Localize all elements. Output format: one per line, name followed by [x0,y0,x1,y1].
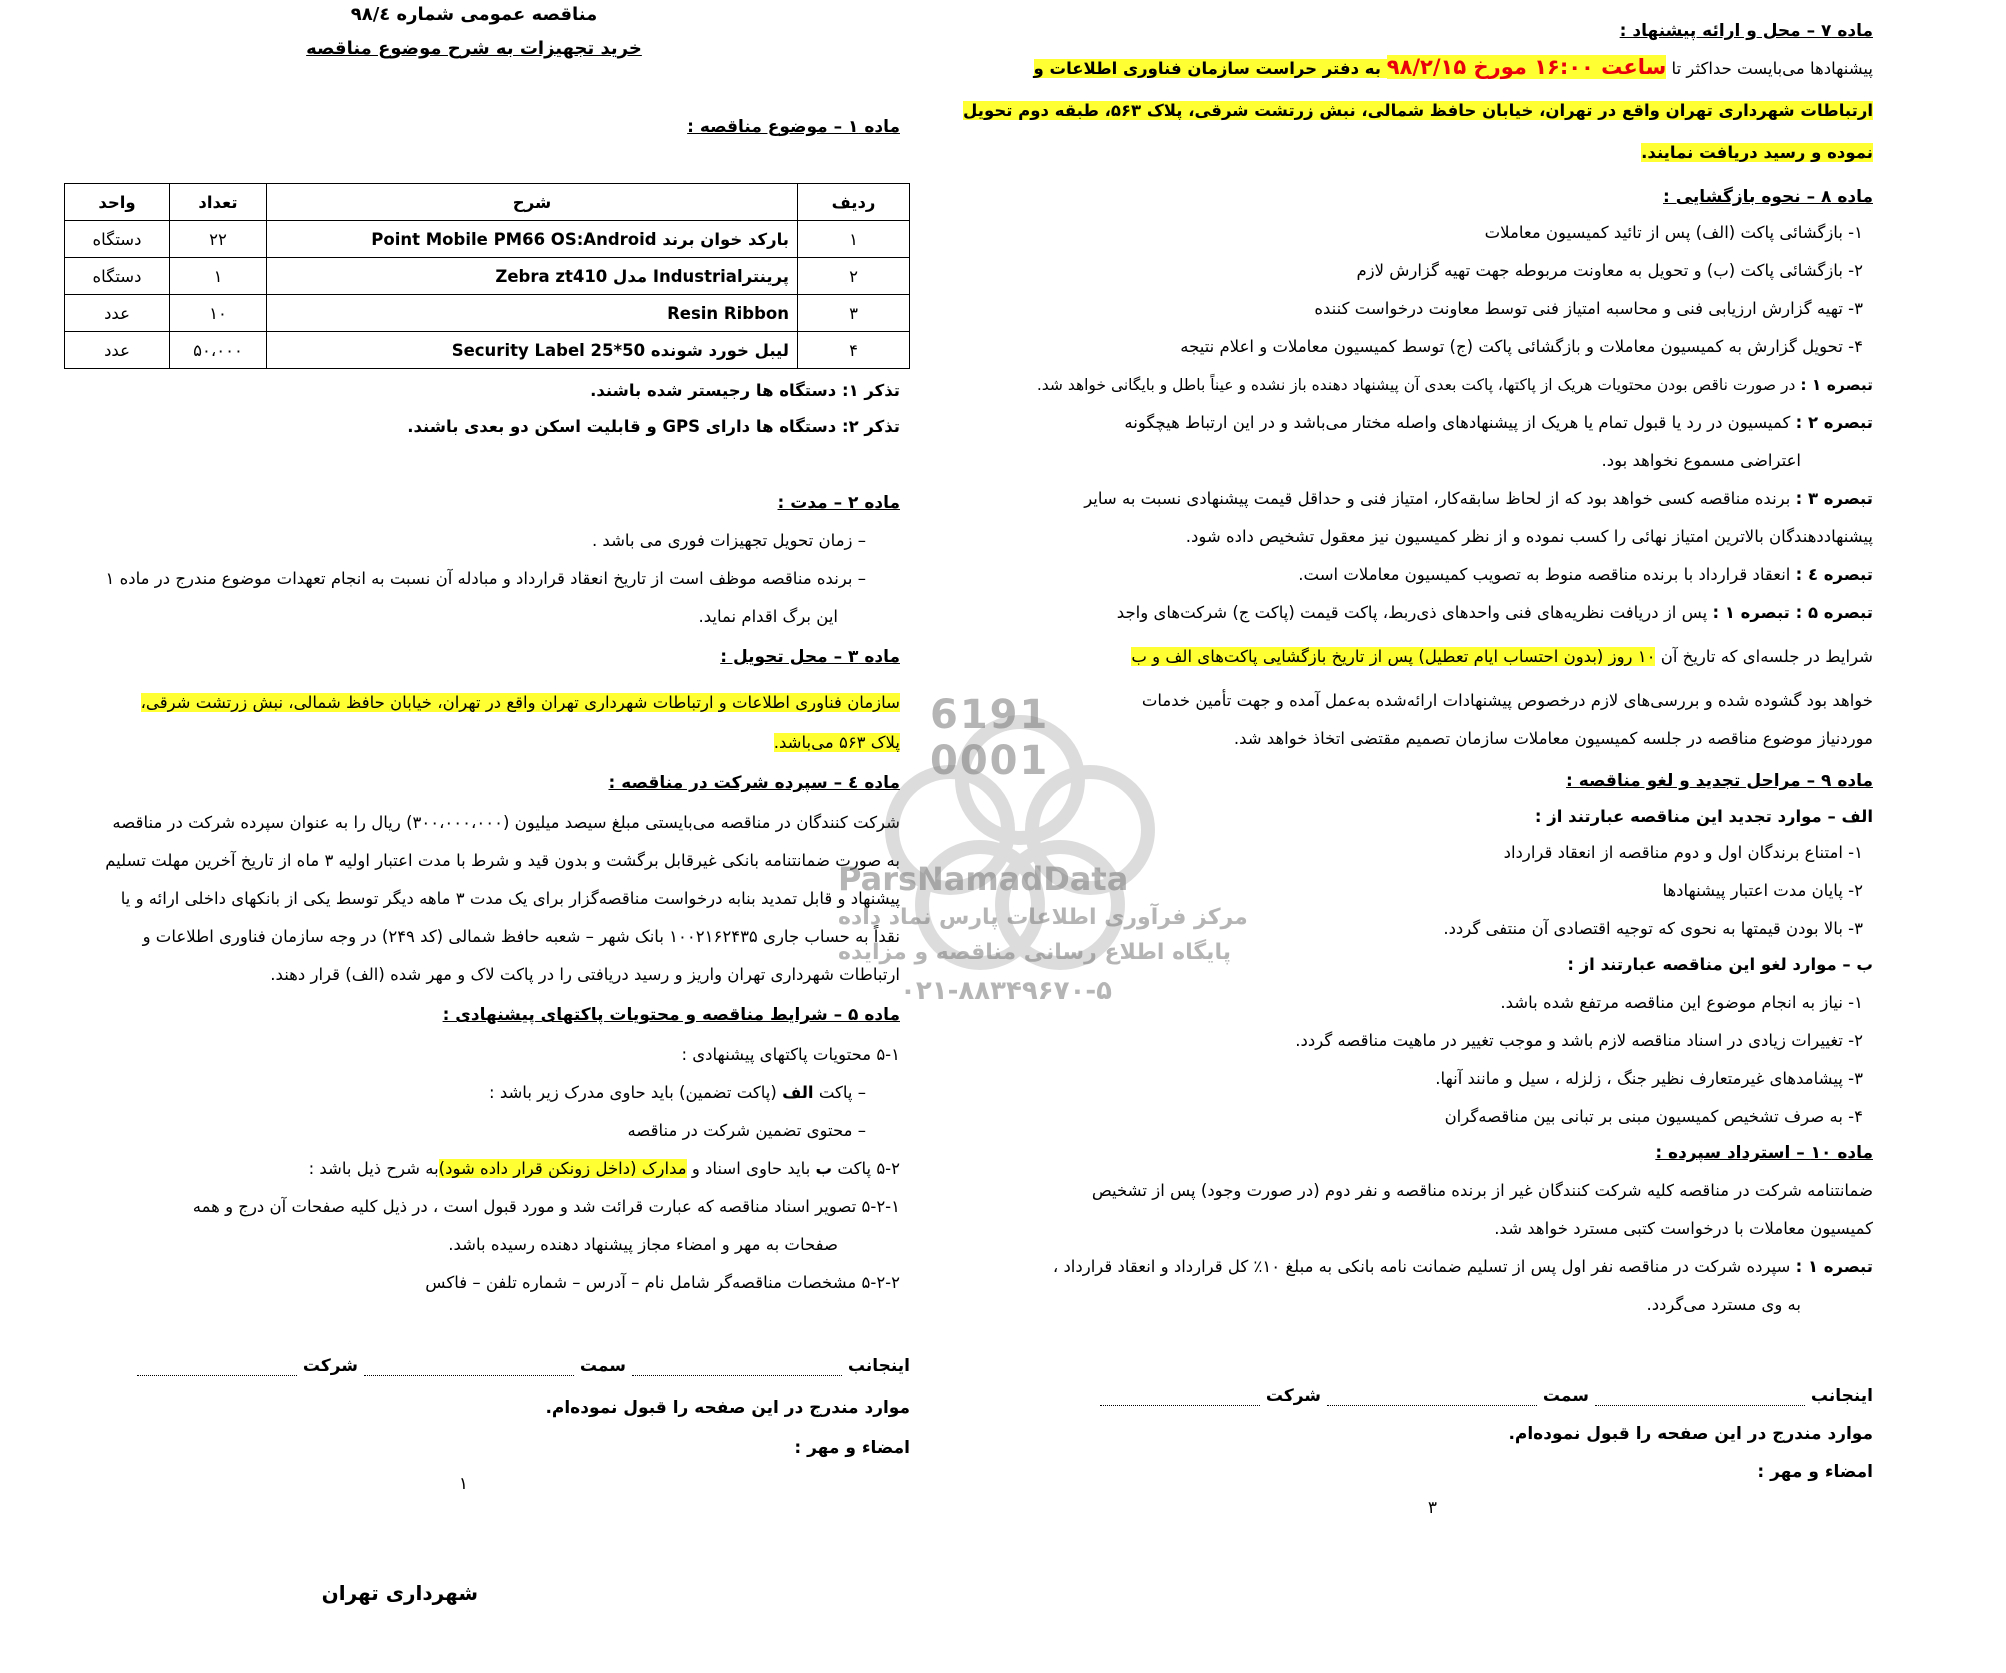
watermark-brand: ParsNamadData [838,860,1129,898]
row-number: ۲ [798,258,910,295]
article-10-line-1: ضمانتنامه شرکت در مناقصه کلیه شرکت کنندگان غیر از برنده مناقصه و نفر دوم (در صورت وجود) پس از تشخیص [1091,1181,1873,1200]
article-5-line-3: – محتوی تضمین شرکت در مناقصه [627,1121,866,1140]
row-unit: دستگاه [65,221,170,258]
article-9-a-heading: الف – موارد تجدید این مناقصه عبارتند از : [1534,807,1873,826]
signature-company-label: شرکت [302,1356,359,1376]
signature-role-label: سمت [579,1356,626,1376]
row-unit: عدد [65,332,170,369]
signature-accept-text: موارد مندرج در این صفحه را قبول نموده‌ام. [545,1398,910,1418]
signature-name-blank [1595,1391,1805,1406]
table-row [65,258,910,295]
article-5-line-7: ۵-۲-۲ مشخصات مناقصه‌گر شامل نام – آدرس – شماره تلفن – فاکس [425,1273,900,1292]
note-t3-line-2: پیشنهاددهندگان بالاترین امتیاز نهائی را کسب نموده و از نظر کمیسیون نیز معقول تشخیص داده شود. [1185,527,1873,546]
article-3-heading: ماده ۳ – محل تحویل : [720,647,900,667]
article-9-a-2: ۲- پایان مدت اعتبار پیشنهادها [1662,881,1863,900]
article-8-line-2: ۲- بازگشائی پاکت (ب) و تحویل به معاونت مربوطه جهت تهیه گزارش لازم [1356,261,1863,280]
article-9-b-2: ۲- تغییرات زیادی در اسناد مناقصه لازم باشد و موجب تغییر در ماهیت مناقصه گردد. [1295,1031,1863,1050]
article-10-heading: ماده ۱۰ – استرداد سپرده : [1655,1143,1873,1163]
article-8-line-4: ۴- تحویل گزارش به کمیسیون معاملات و بازگشائی پاکت (ج) توسط کمیسیون معاملات و اعلام نتیجه [1180,337,1863,356]
article-5-line-5: ۵-۲-۱ تصویر اسناد مناقصه که عبارت قرائت شد و مورد قبول است ، در ذیل کلیه صفحات آن درج و همه [192,1197,900,1216]
note-t10: تبصره ۱ : سپرده شرکت در مناقصه نفر اول پس از تسلیم ضمانت نامه بانکی به مبلغ ۱۰٪ کل قرارداد و انعقاد قرارداد ، [1052,1257,1873,1276]
row-quantity: ۵۰،۰۰۰ [170,332,267,369]
article-4-line-5: ارتباطات شهرداری تهران واریز و رسید دریافتی را در پاکت لاک و مهر شده (الف) قرار دهند. [270,965,900,984]
article-10-line-2: کمیسیون معاملات با درخواست کتبی مسترد خواهد شد. [1494,1219,1873,1238]
article-9-heading: ماده ۹ – مراحل تجدید و لغو مناقصه : [1566,771,1873,791]
watermark-line-2: پایگاه اطلاع رسانی مناقصه و مزایده [838,940,1231,965]
row-description: پرینترIndustrial مدل Zebra zt410 [267,258,798,295]
article-7-line-3: نموده و رسید دریافت نمایند. [1641,143,1873,162]
table-row [65,332,910,369]
note-t5-line-3: خواهد بود گشوده شده و بررسی‌های لازم درخصوص پیشنهادات ارائه‌شده به‌عمل آمده و جهت تأمین خدمات [1141,691,1873,710]
row-description: بارکد خوان برند Point Mobile PM66 OS:Android [267,221,798,258]
watermark-digits-2: 0001 [930,738,1050,784]
note-t5: تبصره ۵ : تبصره ۱ : پس از دریافت نظریه‌های فنی واحدهای ذی‌ربط، پاکت قیمت (پاکت ج) شرکت‌های واجد [1116,603,1873,622]
table-row [65,295,910,332]
signature-company-label: شرکت [1265,1386,1322,1406]
row-description: لیبل خورد شونده 50*25 Security Label [267,332,798,369]
items-table [64,183,910,369]
signature-role-label: سمت [1542,1386,1589,1406]
signature-name-blank [632,1361,842,1376]
signature-company-blank [1100,1391,1260,1406]
row-number: ۴ [798,332,910,369]
note-1: تذکر ۱: دستگاه ها رجیستر شده باشند. [590,381,900,400]
article-9-a-3: ۳- بالا بودن قیمتها به نحوی که توجیه اقتصادی آن منتفی گردد. [1443,919,1863,938]
signature-name-label: اینجانب [1810,1386,1873,1406]
article-9-b-heading: ب – موارد لغو این مناقصه عبارتند از : [1567,955,1873,974]
article-7-line-1: پیشنهادها می‌بایست حداکثر تا ساعت ۱۶:۰۰ مورخ ۹۸/۲/۱۵ به دفتر حراست سازمان فناوری اطلاعات و [1033,55,1873,79]
watermark-phone: ۰۲۱-۸۸۳۴۹۶۷۰-۵ [900,976,1113,1006]
article-4-line-1: شرکت کنندگان در مناقصه می‌بایستی مبلغ سیصد میلیون (۳۰۰،۰۰۰،۰۰۰) ریال را به عنوان سپرده شرکت در مناقصه [112,813,900,832]
row-quantity: ۱۰ [170,295,267,332]
article-9-b-3: ۳- پیشامدهای غیرمتعارف نظیر جنگ ، زلزله ، سیل و مانند آنها. [1435,1069,1863,1088]
article-3-line-2: پلاک ۵۶۳ می‌باشد. [773,733,900,752]
table-header-row [65,184,910,221]
signature-company-blank [137,1361,297,1376]
signature-accept-text-page-3: موارد مندرج در این صفحه را قبول نموده‌ام. [1508,1424,1873,1444]
signature-role-blank [1327,1391,1537,1406]
signature-name-label: اینجانب [847,1356,910,1376]
article-9-b-1: ۱- نیاز به انجام موضوع این مناقصه مرتفع شده باشد. [1500,993,1863,1012]
article-2-line-2: – برنده مناقصه موظف است از تاریخ انعقاد قرارداد و مبادله آن نسبت به انجام تعهدات موضوع مندرج در ماده ۱ [105,569,866,588]
article-3-line-1: سازمان فناوری اطلاعات و ارتباطات شهرداری تهران واقع در تهران، خیابان حافظ شمالی، نبش زرتشت شرقی، [140,693,900,712]
watermark-digits-1: 6191 [930,692,1050,738]
signature-stamp-label-page-3: امضاء و مهر : [1757,1462,1873,1482]
article-9-a-1: ۱- امتناع برندگان اول و دوم مناقصه از انعقاد قرارداد [1503,843,1863,862]
article-2-heading: ماده ۲ – مدت : [777,493,900,513]
article-8-line-1: ۱- بازگشائی پاکت (الف) پس از تائید کمیسیون معاملات [1484,223,1863,242]
signature-fields [137,1356,910,1376]
page-number-3: ۳ [1427,1498,1437,1518]
note-t5-line-2: شرایط در جلسه‌ای که تاریخ آن ۱۰ روز (بدون احتساب ایام تعطیل) پس از تاریخ بازگشایی پاکت‌های الف و ب [1131,647,1873,666]
row-number: ۳ [798,295,910,332]
article-2-line-1: – زمان تحویل تجهیزات فوری می باشد . [591,531,866,550]
note-t4: تبصره ٤ : انعقاد قرارداد با برنده مناقصه منوط به تصویب کمیسیون معاملات است. [1298,565,1873,584]
article-4-line-3: پیشنهاد و قابل تمدید بنابه درخواست مناقصه‌گزار برای یک مدت ۳ ماهه دیگر توسط یکی از بانکهای داخلی ارائه و یا [120,889,900,908]
col-header-row-number: ردیف [798,184,910,221]
article-8-line-3: ۳- تهیه گزارش ارزیابی فنی و محاسبه امتیاز فنی توسط معاونت درخواست کننده [1314,299,1863,318]
signature-stamp-label: امضاء و مهر : [794,1438,910,1458]
article-2-line-3: این برگ اقدام نماید. [698,607,838,626]
note-t10-line-2: به وی مسترد می‌گردد. [1646,1295,1801,1314]
watermark-line-1: مرکز فرآوری اطلاعات پارس نماد داده [838,905,1248,930]
article-5-line-2: – پاکت الف (پاکت تضمین) باید حاوی مدرک زیر باشد : [489,1083,866,1102]
note-t1: تبصره ۱ : در صورت ناقص بودن محتویات هریک از پاکتها، پاکت بعدی آن پیشنهاد دهنده باز نشده و عیناً باطل و بایگانی خواهد شد. [1036,376,1873,394]
col-header-description: شرح [267,184,798,221]
row-unit: عدد [65,295,170,332]
tender-title: مناقصه عمومی شماره ۹۸/٤ [350,4,598,25]
article-4-line-2: به صورت ضمانتنامه بانکی غیرقابل برگشت و بدون قید و شرط با مدت اعتبار اولیه ۳ ماه از تاریخ آخرین مهلت تسلیم [105,851,900,870]
row-unit: دستگاه [65,258,170,295]
row-quantity: ۲۲ [170,221,267,258]
row-description: Resin Ribbon [267,295,798,332]
col-header-unit: واحد [65,184,170,221]
article-5-line-1: ۵-۱ محتویات پاکتهای پیشنهادی : [681,1045,900,1064]
tender-subtitle: خرید تجهیزات به شرح موضوع مناقصه [306,38,642,59]
note-t3: تبصره ۳ : برنده مناقصه کسی خواهد بود که از لحاظ سابقه‌کار، امتیاز فنی و حداقل قیمت پیشنهادی نسبت به سایر [1084,489,1873,508]
col-header-quantity: تعداد [170,184,267,221]
note-t2-line-2: اعتراضی مسموع نخواهد بود. [1601,451,1801,470]
note-2: تذکر ۲: دستگاه ها دارای GPS و قابلیت اسکن دو بعدی باشند. [407,417,900,436]
signature-role-blank [364,1361,574,1376]
article-9-b-4: ۴- به صرف تشخیص کمیسیون مبنی بر تبانی بین مناقصه‌گران [1444,1107,1863,1126]
article-5-line-4: ۵-۲ پاکت ب باید حاوی اسناد و مدارک (داخل زونکن قرار داده شود)به شرح ذیل باشد : [308,1159,900,1178]
page-number-1: ۱ [458,1474,468,1494]
note-t5-line-4: موردنیاز موضوع مناقصه در جلسه کمیسیون معاملات سازمان تصمیم مقتضی اتخاذ خواهد شد. [1233,729,1873,748]
article-7-line-2: ارتباطات شهرداری تهران واقع در تهران، خیابان حافظ شمالی، نبش زرتشت شرقی، پلاک ۵۶۳، طبقه دوم تحویل [963,101,1873,120]
article-4-heading: ماده ٤ – سپرده شرکت در مناقصه : [608,773,900,793]
footer-municipality: شهرداری تهران [321,1581,478,1605]
article-5-heading: ماده ۵ – شرایط مناقصه و محتویات پاکتهای پیشنهادی : [442,1005,900,1025]
note-t2: تبصره ۲ : کمیسیون در رد یا قبول تمام یا هریک از پیشنهادهای واصله مختار می‌باشد و در این ارتباط هیچگونه [1124,413,1873,432]
row-number: ۱ [798,221,910,258]
article-5-line-6: صفحات به مهر و امضاء مجاز پیشنهاد دهنده رسیده باشد. [448,1235,838,1254]
signature-fields-page-3 [1100,1386,1873,1406]
table-row [65,221,910,258]
row-quantity: ۱ [170,258,267,295]
article-1-heading: ماده ۱ – موضوع مناقصه : [687,117,900,137]
article-4-line-4: نقداً به حساب جاری ۱۰۰۲۱۶۲۴۳۵ بانک شهر – شعبه حافظ شمالی (کد ۲۴۹) در وجه سازمان فناوری اطلاعات و [142,927,900,946]
article-7-heading: ماده ۷ – محل و ارائه پیشنهاد : [1619,21,1873,41]
article-8-heading: ماده ۸ – نحوه بازگشایی : [1663,187,1873,207]
